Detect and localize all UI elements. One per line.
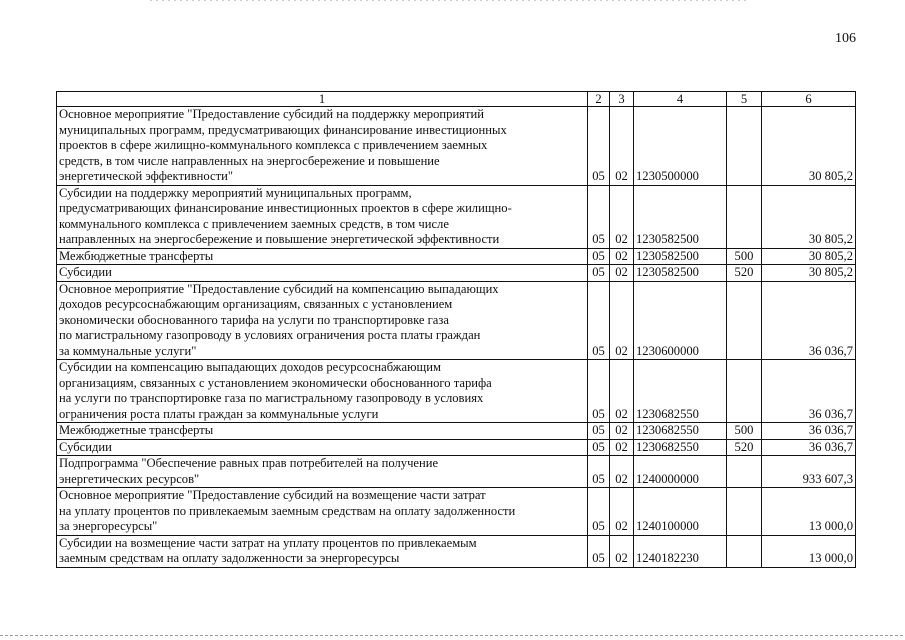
subsection-code-cell: 02 — [610, 360, 634, 423]
subsection-code-cell: 02 — [610, 423, 634, 440]
target-article-cell: 1230500000 — [634, 107, 727, 186]
item-name-cell: Межбюджетные трансферты — [57, 248, 588, 265]
target-article-cell: 1240182230 — [634, 535, 727, 567]
table-row — [57, 281, 856, 360]
amount-cell: 13 000,0 — [762, 488, 856, 536]
subsection-code-cell: 02 — [610, 488, 634, 536]
section-code-cell: 05 — [588, 360, 610, 423]
subsection-code-cell: 02 — [610, 248, 634, 265]
table-body — [57, 107, 856, 568]
target-article-cell: 1230582500 — [634, 265, 727, 282]
table-row — [57, 107, 856, 186]
table-row — [57, 535, 856, 567]
amount-cell: 30 805,2 — [762, 248, 856, 265]
section-code-cell: 05 — [588, 439, 610, 456]
expense-type-cell — [727, 535, 762, 567]
amount-cell: 30 805,2 — [762, 265, 856, 282]
amount-cell: 36 036,7 — [762, 423, 856, 440]
subsection-code-cell: 02 — [610, 185, 634, 248]
expense-type-cell: 500 — [727, 248, 762, 265]
item-name-cell: Субсидии — [57, 439, 588, 456]
column-header: 5 — [727, 92, 762, 107]
subsection-code-cell: 02 — [610, 281, 634, 360]
column-header: 1 — [57, 92, 588, 107]
subsection-code-cell: 02 — [610, 456, 634, 488]
subsection-code-cell: 02 — [610, 265, 634, 282]
section-code-cell: 05 — [588, 107, 610, 186]
amount-cell: 36 036,7 — [762, 439, 856, 456]
budget-table — [56, 91, 856, 568]
item-name-cell: Основное мероприятие "Предоставление субсидий на возмещение части затрат на уплату процентов по привлекаемым заемным средствам на оплату задолженности за энергоресурсы" — [57, 488, 588, 536]
section-code-cell: 05 — [588, 456, 610, 488]
column-header: 6 — [762, 92, 856, 107]
item-name-cell: Основное мероприятие "Предоставление субсидий на поддержку мероприятий муниципальных программ, предусматривающих финансирование инвестиционных проектов в сфере жилищно-коммунального комплекса с привлечением заемных средств, в том числе направленных на энергосбережение и повышение энергетической эффективности" — [57, 107, 588, 186]
expense-type-cell — [727, 281, 762, 360]
target-article-cell: 1230682550 — [634, 423, 727, 440]
amount-cell: 36 036,7 — [762, 360, 856, 423]
item-name-cell: Межбюджетные трансферты — [57, 423, 588, 440]
table-row — [57, 456, 856, 488]
item-name-cell: Основное мероприятие "Предоставление субсидий на компенсацию выпадающих доходов ресурсоснабжающим организациям, связанных с установлением экономически обоснованного тарифа на услуги по транспортировке газа по магистральному газопроводу в условиях ограничения роста платы граждан за коммунальные услуги" — [57, 281, 588, 360]
subsection-code-cell: 02 — [610, 107, 634, 186]
section-code-cell: 05 — [588, 535, 610, 567]
target-article-cell: 1230582500 — [634, 248, 727, 265]
item-name-cell: Подпрограмма "Обеспечение равных прав потребителей на получение энергетических ресурсов" — [57, 456, 588, 488]
item-name-cell: Субсидии — [57, 265, 588, 282]
expense-type-cell — [727, 107, 762, 186]
section-code-cell: 05 — [588, 265, 610, 282]
expense-type-cell — [727, 456, 762, 488]
subsection-code-cell: 02 — [610, 535, 634, 567]
expense-type-cell — [727, 185, 762, 248]
item-name-cell: Субсидии на поддержку мероприятий муниципальных программ, предусматривающих финансирование инвестиционных проектов в сфере жилищно- коммунального комплекса с привлечением заемных средств, в том числе направленных на энергосбережение и повышение энергетической эффективности — [57, 185, 588, 248]
amount-cell: 36 036,7 — [762, 281, 856, 360]
expense-type-cell: 520 — [727, 265, 762, 282]
subsection-code-cell: 02 — [610, 439, 634, 456]
table-row — [57, 488, 856, 536]
section-code-cell: 05 — [588, 423, 610, 440]
bottom-scan-edge — [0, 635, 905, 636]
target-article-cell: 1230600000 — [634, 281, 727, 360]
column-header: 4 — [634, 92, 727, 107]
table-row — [57, 423, 856, 440]
section-code-cell: 05 — [588, 281, 610, 360]
table-row — [57, 360, 856, 423]
expense-type-cell: 500 — [727, 423, 762, 440]
amount-cell: 933 607,3 — [762, 456, 856, 488]
page-number: 106 — [835, 31, 856, 46]
table-row — [57, 185, 856, 248]
table-row — [57, 265, 856, 282]
section-code-cell: 05 — [588, 185, 610, 248]
expense-type-cell — [727, 360, 762, 423]
table-row — [57, 248, 856, 265]
target-article-cell: 1230682550 — [634, 439, 727, 456]
target-article-cell: 1240000000 — [634, 456, 727, 488]
item-name-cell: Субсидии на компенсацию выпадающих доходов ресурсоснабжающим организациям, связанных с установлением экономически обоснованного тарифа на услуги по транспортировке газа по магистральному газопроводу в условиях ограничения роста платы граждан за коммунальные услуги — [57, 360, 588, 423]
section-code-cell: 05 — [588, 248, 610, 265]
target-article-cell: 1230582500 — [634, 185, 727, 248]
target-article-cell: 1240100000 — [634, 488, 727, 536]
target-article-cell: 1230682550 — [634, 360, 727, 423]
expense-type-cell — [727, 488, 762, 536]
column-header: 2 — [588, 92, 610, 107]
table-row — [57, 439, 856, 456]
expense-type-cell: 520 — [727, 439, 762, 456]
column-header: 3 — [610, 92, 634, 107]
amount-cell: 13 000,0 — [762, 535, 856, 567]
amount-cell: 30 805,2 — [762, 185, 856, 248]
section-code-cell: 05 — [588, 488, 610, 536]
item-name-cell: Субсидии на возмещение части затрат на уплату процентов по привлекаемым заемным средствам на оплату задолженности за энергоресурсы — [57, 535, 588, 567]
header-row — [57, 92, 856, 107]
top-scan-edge — [150, 0, 750, 1]
amount-cell: 30 805,2 — [762, 107, 856, 186]
